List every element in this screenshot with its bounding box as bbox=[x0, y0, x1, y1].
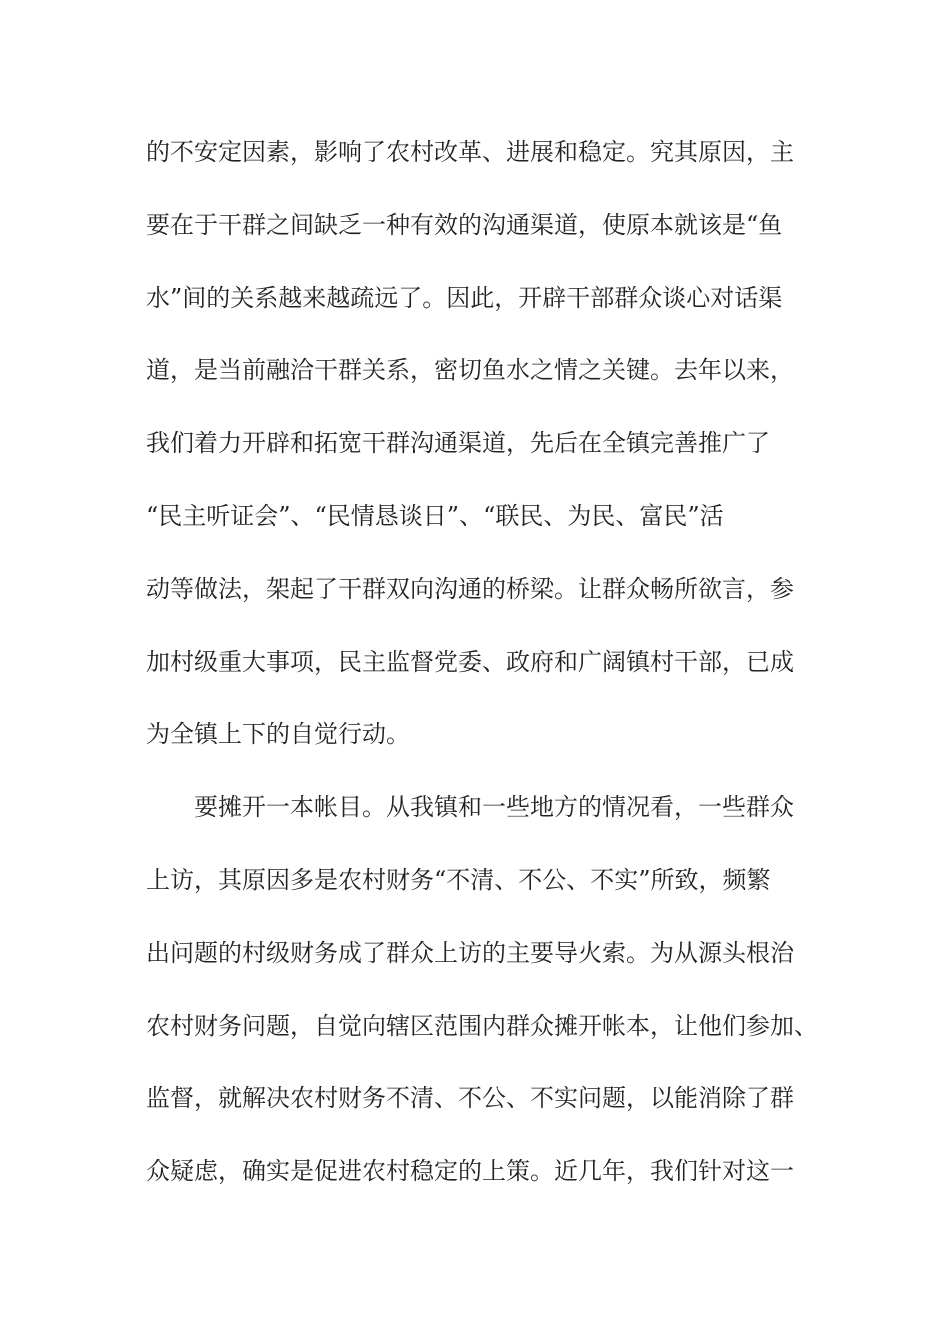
text-line: 动等做法，架起了干群双向沟通的桥梁。让群众畅所欲言，参 bbox=[146, 574, 794, 603]
text-line: 我们着力开辟和拓宽干群沟通渠道，先后在全镇完善推广了 bbox=[146, 429, 770, 458]
paragraph-start-line: 要摊开一本帐目。从我镇和一些地方的情况看，一些群众 bbox=[194, 793, 794, 822]
text-line: 的不安定因素，影响了农村改革、进展和稳定。究其原因，主 bbox=[146, 138, 794, 166]
text-line: 加村级重大事项，民主监督党委、政府和广阔镇村干部，已成 bbox=[146, 647, 794, 676]
text-line: 上访，其原因多是农村财务“不清、不公、不实”所致，频繁 bbox=[146, 865, 771, 894]
text-line: 道，是当前融洽干群关系，密切鱼水之情之关键。去年以来， bbox=[146, 356, 794, 385]
text-line: 要在于干群之间缺乏一种有效的沟通渠道，使原本就该是“鱼 bbox=[146, 210, 783, 239]
text-line: “民主听证会”、“民情恳谈日”、“联民、为民、富民”活 bbox=[146, 501, 724, 530]
body-text bbox=[146, 128, 818, 1220]
text-line: 水”间的关系越来越疏远了。因此，开辟干部群众谈心对话渠 bbox=[146, 283, 783, 312]
text-line: 监督，就解决农村财务不清、不公、不实问题，以能消除了群 bbox=[146, 1084, 794, 1113]
text-line: 众疑虑，确实是促进农村稳定的上策。近几年，我们针对这一 bbox=[146, 1157, 794, 1186]
text-line: 出问题的村级财务成了群众上访的主要导火索。为从源头根治 bbox=[146, 938, 794, 967]
text-line: 农村财务问题，自觉向辖区范围内群众摊开帐本，让他们参加、 bbox=[146, 1011, 818, 1040]
text-line: 为全镇上下的自觉行动。 bbox=[146, 720, 410, 749]
